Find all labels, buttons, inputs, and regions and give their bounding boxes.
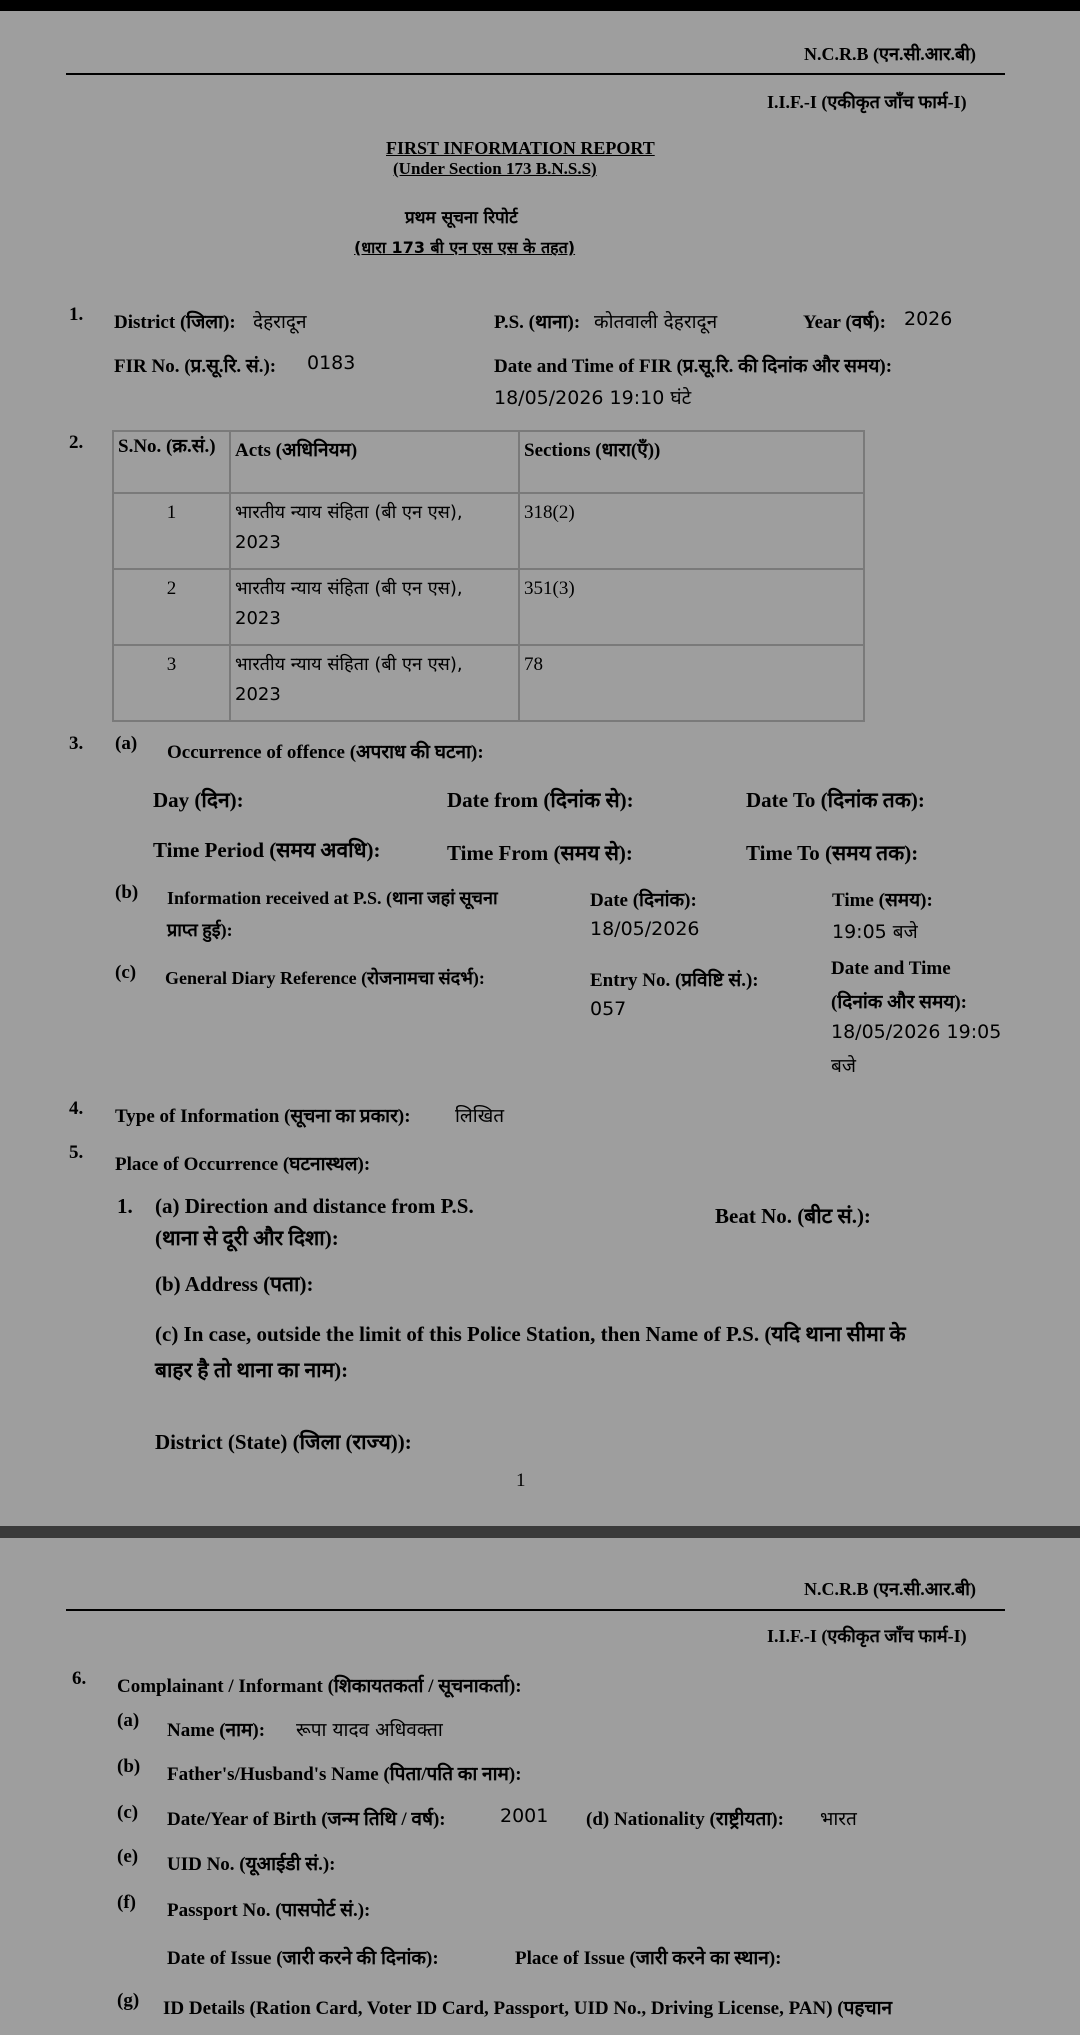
place-item-number: 1. <box>117 1194 133 1218</box>
section-6e-marker: (e) <box>117 1846 139 1867</box>
gd-datetime-value-line1: 18/05/2026 19:05 <box>831 1021 1002 1043</box>
section-6a-marker: (a) <box>117 1710 140 1731</box>
gd-datetime-label-line2: (दिनांक और समय): <box>831 992 967 1013</box>
header-acts: Acts (अधिनियम) <box>230 431 519 493</box>
section-5-number: 5. <box>69 1142 84 1163</box>
acts-table <box>112 430 865 722</box>
place-of-issue-label: Place of Issue (जारी करने का स्थान): <box>515 1948 782 1969</box>
id-details-label: ID Details (Ration Card, Voter ID Card, Passport, UID No., Driving License, PAN) (पहचान <box>163 1998 893 2019</box>
direction-label-line1: (a) Direction and distance from P.S. <box>155 1194 474 1218</box>
page-number: 1 <box>516 1470 526 1491</box>
page-separator <box>0 1526 1080 1538</box>
fir-value: 0183 <box>307 352 356 374</box>
ncrb-header-page2: N.C.R.B (एन.सी.आर.बी) <box>804 1579 976 1599</box>
occurrence-label: Occurrence of offence (अपराध की घटना): <box>167 742 484 763</box>
outside-limit-label-line1: (c) In case, outside the limit of this Police Station, then Name of P.S. (यदि थाना सीमा के <box>155 1322 906 1346</box>
section-2-number: 2. <box>69 432 84 453</box>
header-rule-page2 <box>66 1609 1005 1611</box>
year-value: 2026 <box>904 308 953 330</box>
name-label: Name (नाम): <box>167 1720 266 1741</box>
row-act: भारतीय न्याय संहिता (बी एन एस), 2023 <box>230 493 519 569</box>
section-3-number: 3. <box>69 733 84 754</box>
nationality-value: भारत <box>820 1808 857 1830</box>
gd-datetime-label-line1: Date and Time <box>831 958 951 979</box>
beat-no-label: Beat No. (बीट सं.): <box>715 1204 871 1228</box>
day-label: Day (दिन): <box>153 788 244 812</box>
section-3a-marker: (a) <box>115 733 138 754</box>
row-section: 351(3) <box>519 569 864 645</box>
date-from-label: Date from (दिनांक से): <box>447 788 634 812</box>
acts-table-header <box>113 431 864 493</box>
entry-no-label: Entry No. (प्रविष्टि सं.): <box>590 970 759 991</box>
fir-datetime-value: 18/05/2026 19:10 घंटे <box>494 387 692 409</box>
ncrb-header: N.C.R.B (एन.सी.आर.बी) <box>804 44 976 64</box>
row-sno: 2 <box>113 569 230 645</box>
place-of-occurrence-label: Place of Occurrence (घटनास्थल): <box>115 1154 371 1175</box>
date-of-issue-label: Date of Issue (जारी करने की दिनांक): <box>167 1948 439 1969</box>
outside-limit-label-line2: बाहर है तो थाना का नाम): <box>155 1358 349 1382</box>
iif-header-page2: I.I.F.-I (एकीकृत जाँच फार्म-I) <box>767 1626 967 1646</box>
section-6b-marker: (b) <box>117 1756 141 1777</box>
iif-header: I.I.F.-I (एकीकृत जाँच फार्म-I) <box>767 92 967 112</box>
header-sections: Sections (धारा(एँ)) <box>519 431 864 493</box>
header-rule <box>66 73 1005 75</box>
info-received-label-line1: Information received at P.S. (थाना जहां सूचना <box>167 888 498 908</box>
ps-value: कोतवाली देहरादून <box>594 311 718 333</box>
table-row <box>113 645 864 721</box>
entry-no-value: 057 <box>590 998 627 1020</box>
header-sno: S.No. (क्र.सं.) <box>113 431 230 493</box>
table-row <box>113 569 864 645</box>
row-act: भारतीय न्याय संहिता (बी एन एस), 2023 <box>230 645 519 721</box>
section-3c-marker: (c) <box>115 962 137 983</box>
district-label: District (जिला): <box>114 312 236 333</box>
subtitle-en: (Under Section 173 B.N.S.S) <box>393 159 597 178</box>
row-sno: 3 <box>113 645 230 721</box>
dob-value: 2001 <box>500 1805 549 1827</box>
section-3b-marker: (b) <box>115 882 139 903</box>
time-to-label: Time To (समय तक): <box>746 841 919 865</box>
gd-reference-label: General Diary Reference (रोजनामचा संदर्भ): <box>165 968 485 988</box>
title-hi: प्रथम सूचना रिपोर्ट <box>405 208 518 228</box>
nationality-label: (d) Nationality (राष्ट्रीयता): <box>586 1809 784 1830</box>
section-1-number: 1. <box>69 304 84 325</box>
passport-label: Passport No. (पासपोर्ट सं.): <box>167 1900 371 1921</box>
date-to-label: Date To (दिनांक तक): <box>746 788 925 812</box>
top-edge <box>0 0 1080 11</box>
section-4-number: 4. <box>69 1098 84 1119</box>
table-row <box>113 493 864 569</box>
row-act: भारतीय न्याय संहिता (बी एन एस), 2023 <box>230 569 519 645</box>
name-value: रूपा यादव अधिवक्ता <box>296 1719 443 1741</box>
info-type-value: लिखित <box>455 1105 505 1127</box>
section-6-number: 6. <box>72 1668 87 1689</box>
row-section: 78 <box>519 645 864 721</box>
complainant-label: Complainant / Informant (शिकायतकर्ता / सूचनाकर्ता): <box>117 1676 522 1697</box>
dob-label: Date/Year of Birth (जन्म तिथि / वर्ष): <box>167 1809 446 1830</box>
info-time-label: Time (समय): <box>832 890 933 911</box>
direction-label-line2: (थाना से दूरी और दिशा): <box>155 1226 339 1250</box>
row-section: 318(2) <box>519 493 864 569</box>
district-state-label: District (State) (जिला (राज्य)): <box>155 1430 412 1454</box>
info-date-value: 18/05/2026 <box>590 918 700 940</box>
subtitle-hi: (धारा 173 बी एन एस एस के तहत) <box>354 238 576 257</box>
district-value: देहरादून <box>253 311 307 333</box>
info-type-label: Type of Information (सूचना का प्रकार): <box>115 1106 411 1127</box>
year-label: Year (वर्ष): <box>803 312 886 333</box>
section-6c-marker: (c) <box>117 1802 139 1823</box>
time-from-label: Time From (समय से): <box>447 841 633 865</box>
info-time-value: 19:05 बजे <box>832 921 918 943</box>
title-en: FIRST INFORMATION REPORT <box>386 138 655 158</box>
row-sno: 1 <box>113 493 230 569</box>
info-received-label-line2: प्राप्त हुई): <box>167 920 233 940</box>
time-period-label: Time Period (समय अवधि): <box>153 838 381 862</box>
ps-label: P.S. (थाना): <box>494 312 581 333</box>
father-name-label: Father's/Husband's Name (पिता/पति का नाम): <box>167 1764 522 1785</box>
fir-label: FIR No. (प्र.सू.रि. सं.): <box>114 356 277 377</box>
info-date-label: Date (दिनांक): <box>590 890 697 911</box>
address-label: (b) Address (पता): <box>155 1272 314 1296</box>
gd-datetime-value-line2: बजे <box>831 1055 856 1077</box>
uid-label: UID No. (यूआईडी सं.): <box>167 1854 336 1875</box>
fir-datetime-label: Date and Time of FIR (प्र.सू.रि. की दिनांक और समय): <box>494 356 893 377</box>
section-6f-marker: (f) <box>117 1892 136 1913</box>
section-6g-marker: (g) <box>117 1990 140 2011</box>
